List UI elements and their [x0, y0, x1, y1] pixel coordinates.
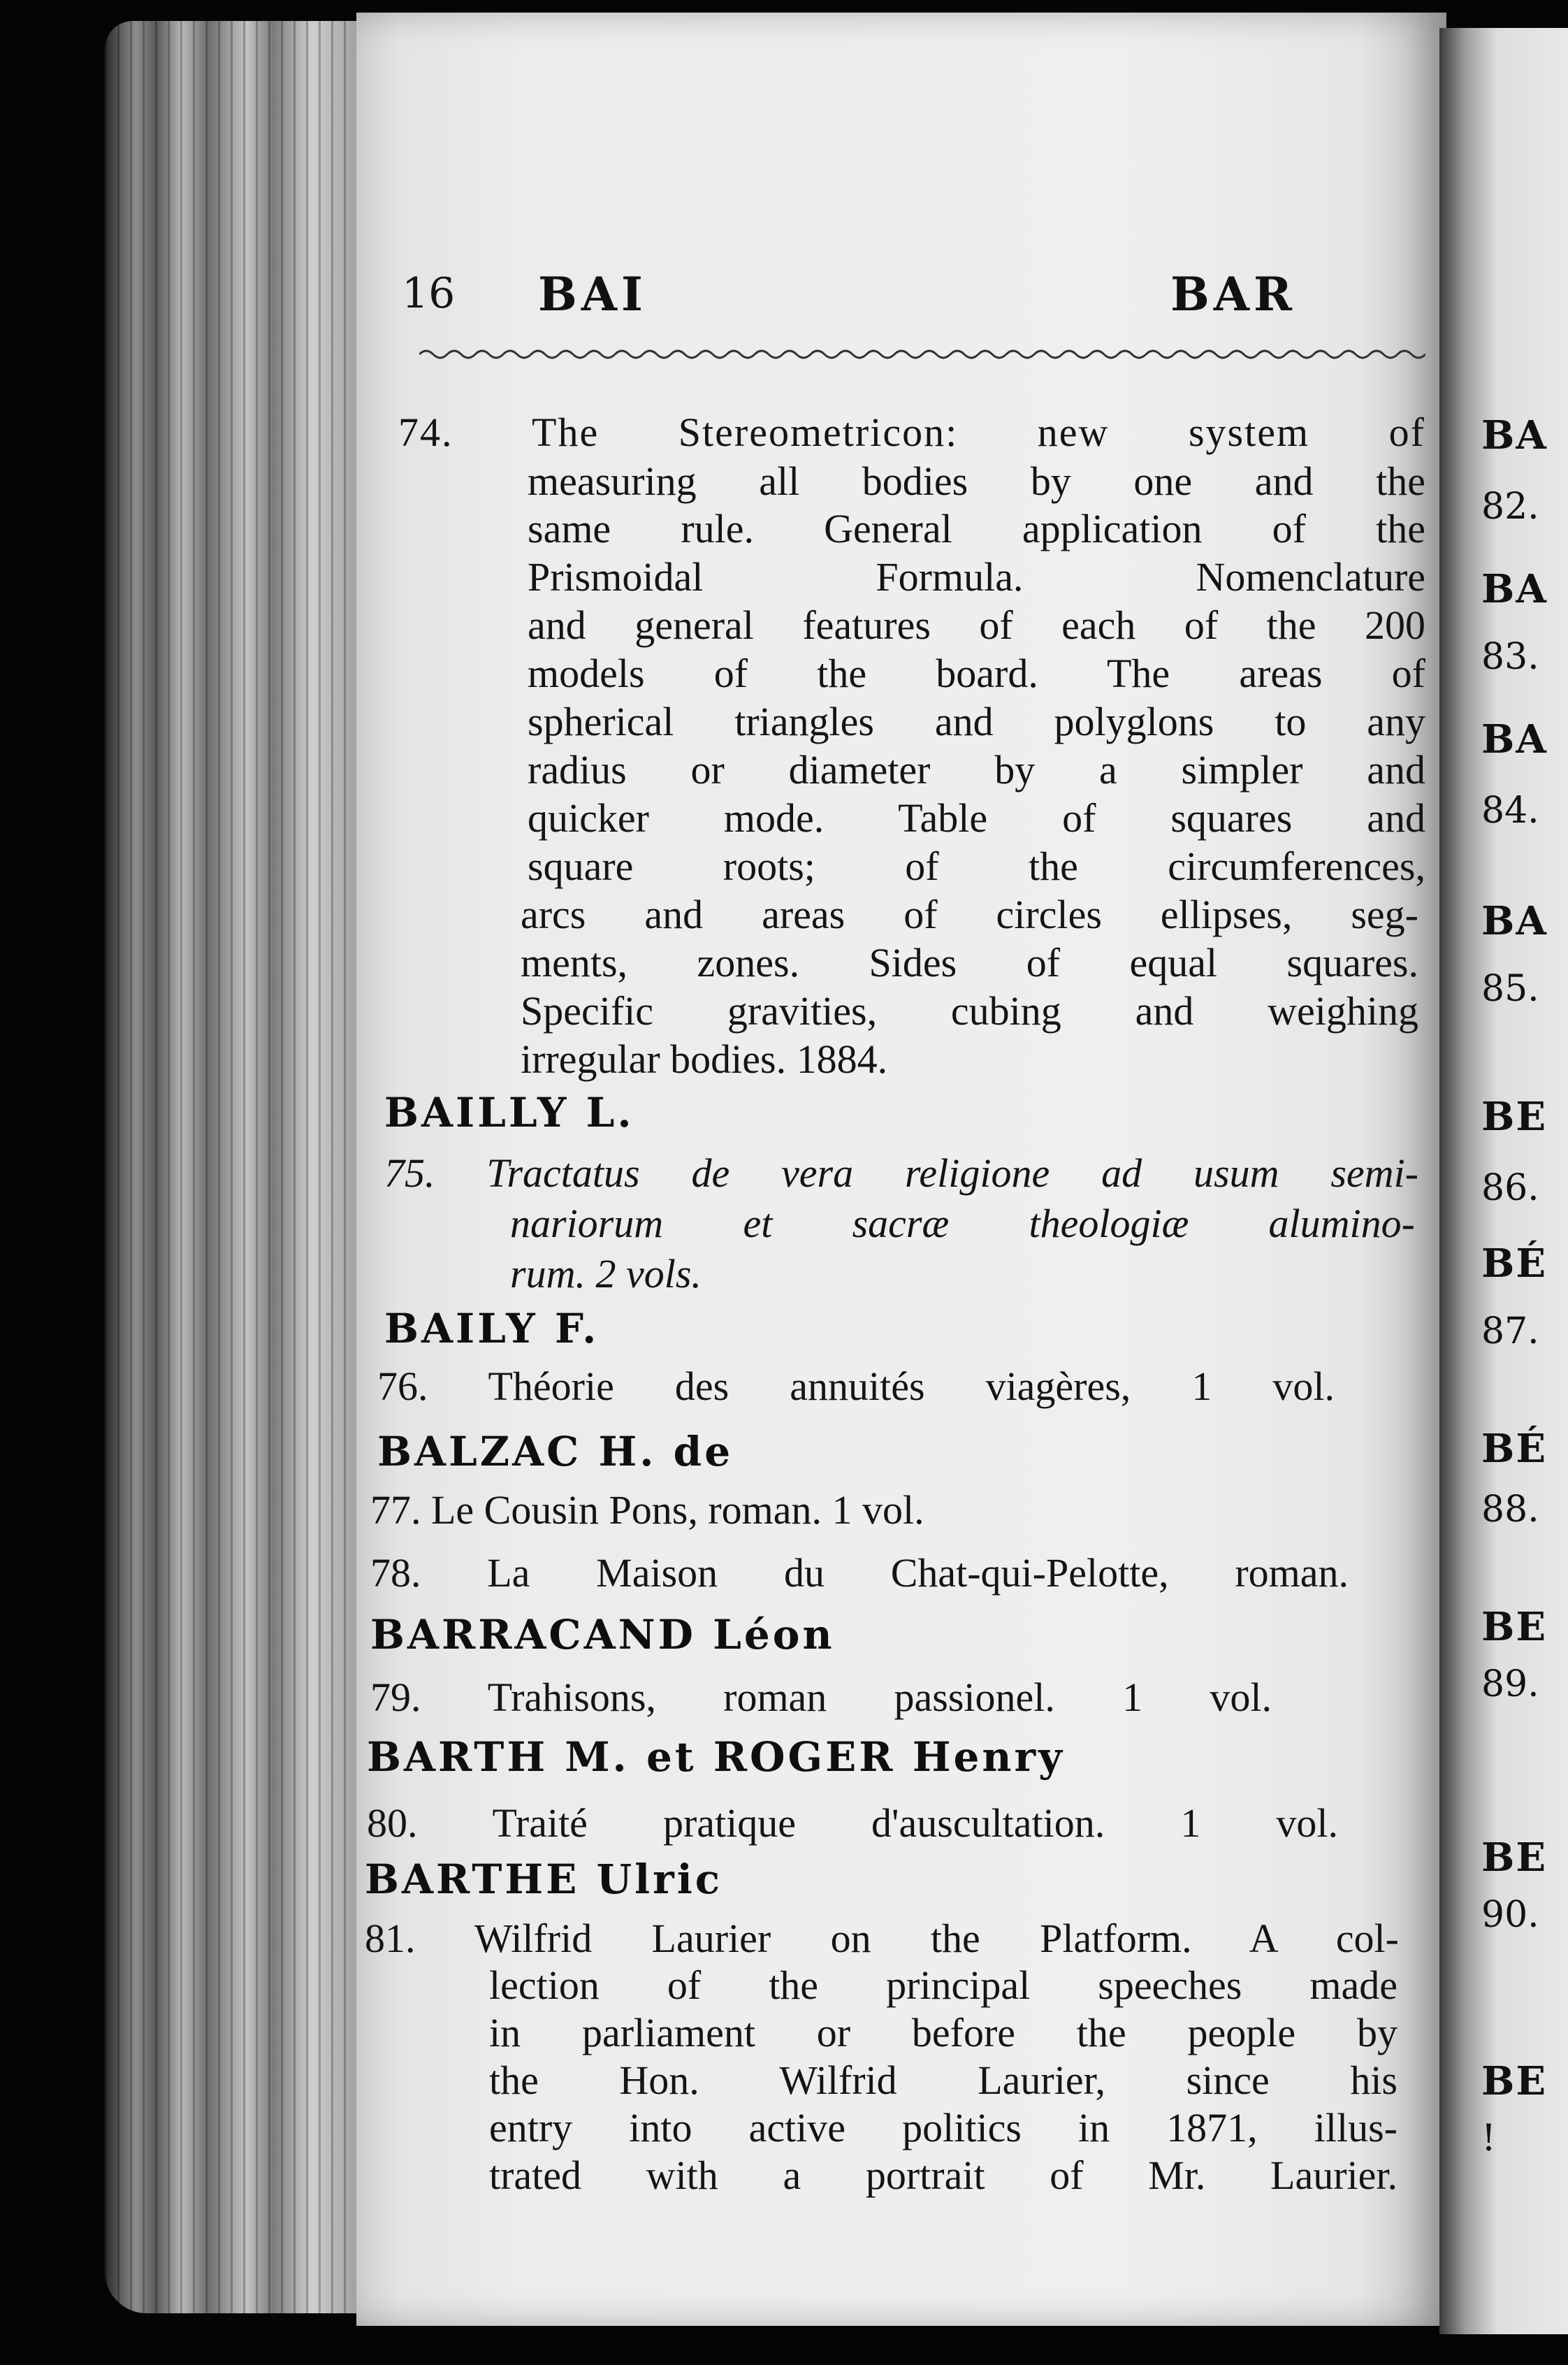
facing-page-guide: BE	[1481, 1604, 1548, 1650]
facing-page-guide: BA	[1481, 716, 1548, 762]
entry-79-line-1: 79. Trahisons, roman passionel. 1 vol.	[370, 1675, 1272, 1720]
entry-74-line-10: square roots; of the circumferences,	[528, 844, 1425, 889]
entry-74-line-12: ments, zones. Sides of equal squares.	[521, 940, 1418, 985]
facing-page-number: 86.	[1481, 1167, 1539, 1209]
entry-74-line-13: Specific gravities, cubing and weighing	[521, 988, 1418, 1034]
author-heading: BARTH M. et ROGER Henry	[367, 1733, 1065, 1781]
entry-74-line-8: radius or diameter by a simpler and	[528, 747, 1425, 793]
entry-74-line-9: quicker mode. Table of squares and	[528, 795, 1425, 841]
author-heading: BARRACAND Léon	[370, 1611, 835, 1658]
entry-80-line-1: 80. Traité pratique d'auscultation. 1 vol.	[367, 1800, 1338, 1846]
entry-74-line-7: spherical triangles and polyglons to any	[528, 699, 1425, 744]
page-number: 16	[402, 269, 456, 318]
entry-74-line-1: 74. The Stereometricon: new system of	[398, 410, 1425, 455]
entry-81-line-5: entry into active politics in 1871, illus-	[489, 2105, 1398, 2150]
facing-page-guide: BÉ	[1481, 1426, 1548, 1472]
facing-page-strip	[1439, 28, 1568, 2334]
facing-page-guide: BA	[1481, 566, 1548, 612]
entry-78-line-1: 78. La Maison du Chat-qui-Pelotte, roman.	[370, 1550, 1349, 1596]
facing-page-number: 87.	[1481, 1310, 1539, 1352]
facing-page-number: 89.	[1481, 1663, 1539, 1705]
left-guide-word: BAI	[538, 267, 647, 321]
entry-81-line-3: in parliament or before the people by	[489, 2010, 1398, 2055]
facing-page-guide: BA	[1481, 412, 1548, 458]
entry-74-line-4: Prismoidal Formula. Nomenclature	[528, 554, 1425, 600]
facing-page-guide: BE	[1481, 2058, 1548, 2104]
entry-74-line-11: arcs and areas of circles ellipses, seg-	[521, 892, 1418, 937]
entry-76-line-1: 76. Théorie des annuités viagères, 1 vol.	[377, 1364, 1335, 1409]
entry-74-line-14: irregular bodies. 1884.	[521, 1036, 888, 1082]
facing-page-number: !	[1481, 2118, 1496, 2160]
facing-page-guide: BE	[1481, 1094, 1548, 1140]
right-guide-word: BAR	[1170, 267, 1296, 321]
entry-81-line-2: lection of the principal speeches made	[489, 1962, 1398, 2008]
entry-74-line-5: and general features of each of the 200	[528, 602, 1425, 648]
entry-75-line-2: nariorum et sacræ theologiæ alumino-	[510, 1201, 1415, 1246]
facing-page-guide: BA	[1481, 898, 1548, 944]
entry-81-line-6: trated with a portrait of Mr. Laurier.	[489, 2153, 1398, 2198]
entry-81-line-4: the Hon. Wilfrid Laurier, since his	[489, 2057, 1398, 2103]
facing-page-number: 84.	[1481, 790, 1539, 832]
entry-81-line-1: 81. Wilfrid Laurier on the Platform. A col-	[365, 1916, 1399, 1961]
facing-page-number: 88.	[1481, 1489, 1539, 1531]
author-heading: BALZAC H. de	[377, 1428, 734, 1475]
facing-page-number: 90.	[1481, 1894, 1539, 1936]
entry-74-line-6: models of the board. The areas of	[528, 651, 1425, 696]
facing-page-number: 82.	[1481, 486, 1539, 528]
facing-page-number: 83.	[1481, 636, 1539, 678]
entry-74-line-3: same rule. General application of the	[528, 506, 1425, 551]
wavy-rule-divider	[419, 344, 1425, 365]
author-heading: BAILLY L.	[384, 1089, 634, 1136]
entry-74-line-2: measuring all bodies by one and the	[528, 458, 1425, 504]
facing-page-guide: BÉ	[1481, 1241, 1548, 1287]
facing-page-number: 85.	[1481, 968, 1539, 1010]
book-page-edges	[105, 21, 363, 2313]
author-heading: BAILY F.	[384, 1305, 600, 1352]
author-heading: BARTHE Ulric	[365, 1856, 723, 1903]
entry-75-line-3: rum. 2 vols.	[510, 1251, 702, 1296]
facing-page-guide: BE	[1481, 1835, 1548, 1881]
entry-75-line-1: 75. Tractatus de vera religione ad usum semi-	[384, 1150, 1418, 1196]
entry-77-line-1: 77. Le Cousin Pons, roman. 1 vol.	[370, 1487, 924, 1533]
